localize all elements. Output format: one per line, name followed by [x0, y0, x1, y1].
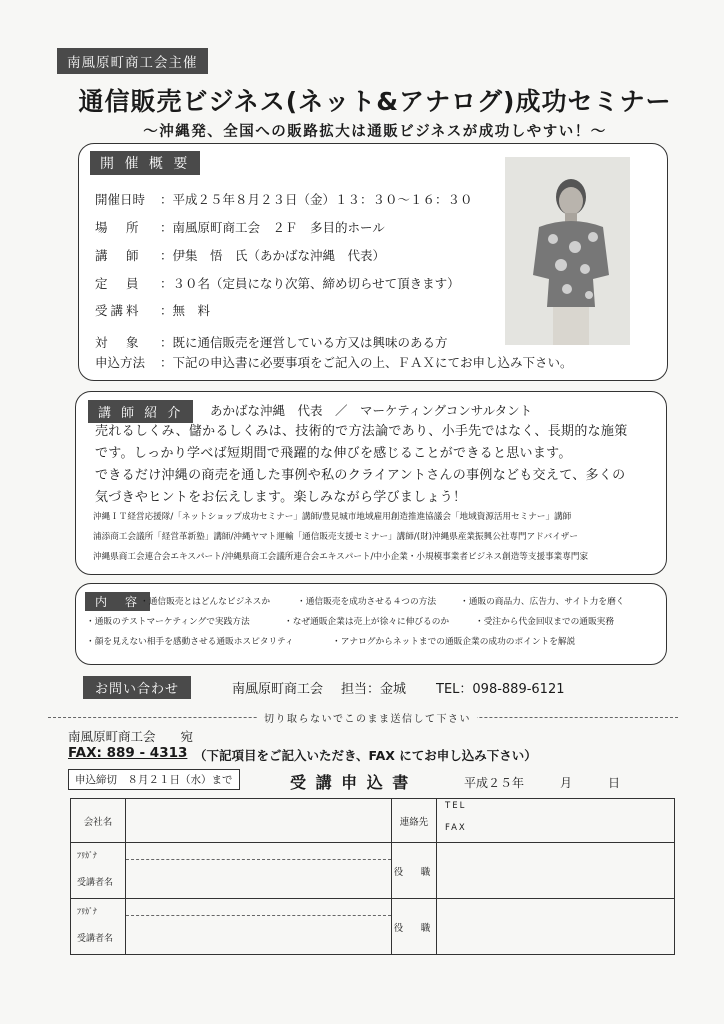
contact-label: 連絡先 [392, 799, 437, 843]
position-1-input[interactable] [437, 843, 675, 899]
row-value: ：南風原町商工会 ２Ｆ 多目的ホール [160, 220, 385, 235]
row-label: 受講料 [95, 303, 142, 318]
application-form [70, 798, 675, 955]
row-label: 対 象 [95, 335, 142, 350]
fax-note: （下記項目をご記入いただき、FAX にてお申し込み下さい） [194, 748, 537, 763]
page-title: 通信販売ビジネス(ネット&アナログ)成功セミナー [78, 87, 672, 116]
attendee-1-input[interactable] [126, 843, 392, 899]
deadline-badge: 申込締切 ８月２１日（水）まで [68, 769, 240, 790]
form-title: 受 講 申 込 書 [290, 773, 411, 792]
overview-heading: 開 催 概 要 [90, 151, 200, 175]
overview-row-target [95, 333, 448, 351]
lecturer-heading: 講 師 紹 介 [88, 400, 193, 423]
contents-heading: 内 容 [85, 592, 150, 611]
furigana-label: ﾌﾘｶﾞﾅ [77, 907, 97, 916]
cut-instruction: 切り取らないでこのまま送信して下さい [258, 710, 477, 725]
row-value: ：３０名（定員になり次第、締め切らせて頂きます） [160, 276, 460, 291]
overview-row-capacity [95, 274, 460, 292]
overview-row-date [95, 190, 473, 208]
furigana-divider [126, 859, 391, 860]
position-label: 役 職 [392, 843, 437, 899]
company-label: 会社名 [71, 799, 126, 843]
row-label: 講 師 [95, 248, 142, 263]
row-label: 場 所 [95, 220, 142, 235]
content-item: ・通信販売とはどんなビジネスか [140, 597, 271, 607]
bio-line: 気づきやヒントをお伝えします。楽しみながら学びましょう！ [95, 490, 467, 505]
attendee-label: 受講者名 [77, 934, 114, 944]
row-label: 定 員 [95, 276, 142, 291]
bio-line: できるだけ沖縄の商売を通した事例や私のクライアントさんの事例なども交えて、多くの [95, 468, 626, 483]
tel-label: TEL [445, 801, 467, 811]
row-value: ：既に通信販売を運営している方又は興味のある方 [160, 335, 448, 350]
attendee-1-label-cell [71, 843, 126, 899]
row-value: ：伊集 悟 氏（あかばな沖縄 代表） [160, 248, 386, 263]
row-label: 開催日時 [95, 192, 146, 207]
page-subtitle: ～沖縄発、全国への販路拡大は通販ビジネスが成功しやすい！～ [143, 124, 607, 140]
organizer-badge: 南風原町商工会主催 [57, 48, 208, 74]
content-item: ・アナログからネットまでの通販企業の成功のポイントを解説 [332, 637, 576, 647]
overview-row-venue [95, 218, 385, 236]
content-item: ・通販のテストマーケティングで実践方法 [86, 617, 250, 627]
lecturer-figure-icon [505, 157, 630, 345]
lecturer-photo [505, 157, 630, 345]
credential-line: 浦添商工会議所「経営革新塾」講師/沖縄ヤマト運輸「通信販売支援セミナー」講師/(財)沖縄県産業振興公社専門アドバイザー [93, 532, 578, 542]
overview-row-fee [95, 301, 210, 319]
furigana-divider [126, 915, 391, 916]
credential-line: 沖縄県商工会連合会エキスパート/沖縄県商工会議所連合会エキスパート/中小企業・小規模事業者ビジネス創造等支援事業専門家 [93, 552, 589, 562]
content-item: ・受注から代金回収までの通販実務 [475, 617, 614, 627]
inquiry-contact: 担当：金城 [341, 682, 407, 697]
row-value: ：無 料 [160, 303, 211, 318]
inquiry-heading: お問い合わせ [83, 676, 191, 699]
content-item: ・通信販売を成功させる４つの方法 [297, 597, 436, 607]
credential-line: 沖縄ＩＴ経営応援隊/「ネットショップ成功セミナー」講師/豊見城市地域雇用創造推進協議会「地域資源活用セミナー」講師 [93, 512, 572, 522]
row-label: 申込方法 [95, 355, 146, 370]
contact-input[interactable] [437, 799, 675, 843]
attendee-label: 受講者名 [77, 878, 114, 888]
position-label: 役 職 [392, 899, 437, 955]
overview-row-apply [95, 353, 573, 371]
attendee-2-input[interactable] [126, 899, 392, 955]
position-2-input[interactable] [437, 899, 675, 955]
row-value: ：下記の申込書に必要事項をご記入の上、ＦＡＸにてお申し込み下さい。 [160, 355, 573, 370]
company-input[interactable] [126, 799, 392, 843]
bio-line: 売れるしくみ、儲かるしくみは、技術的で方法論であり、小手先ではなく、長期的な施策 [95, 424, 628, 439]
content-item: ・なぜ通販企業は売上が徐々に伸びるのか [284, 617, 450, 627]
row-value: ：平成２５年８月２３日（金）１３：３０～１６：３０ [160, 192, 473, 207]
attendee-2-label-cell [71, 899, 126, 955]
fax-number: FAX: 889 - 4313 [68, 745, 188, 761]
inquiry-tel: TEL：098-889-6121 [436, 682, 565, 697]
form-addressee: 南風原町商工会 宛 [68, 729, 194, 744]
inquiry-org: 南風原町商工会 [232, 682, 324, 697]
lecturer-affiliation: あかばな沖縄 代表 ／ マーケティングコンサルタント [210, 403, 533, 418]
content-item: ・通販の商品力、広告力、サイト力を磨く [460, 597, 625, 607]
form-date: 平成２５年 月 日 [464, 776, 621, 790]
fax-label: FAX [445, 823, 467, 833]
content-item: ・顔を見えない相手を感動させる通販ホスピタリティ [86, 637, 294, 647]
furigana-label: ﾌﾘｶﾞﾅ [77, 851, 97, 860]
bio-line: です。しっかり学べば短期間で飛躍的な伸びを感じることができると思います。 [95, 446, 572, 461]
overview-row-lecturer [95, 246, 385, 264]
